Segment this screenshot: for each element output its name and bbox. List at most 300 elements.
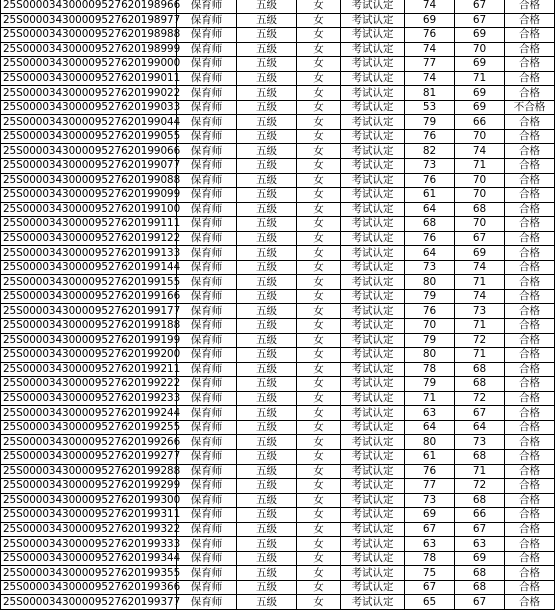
skill-score-cell: 68 [455,566,505,581]
table-row [1,188,555,203]
level-cell: 五级 [237,580,297,595]
gender-cell: 女 [297,479,341,494]
method-cell: 考试认定 [341,188,405,203]
skill-score-cell: 69 [455,28,505,43]
method-cell: 考试认定 [341,231,405,246]
method-cell: 考试认定 [341,319,405,334]
skill-score-cell: 67 [455,406,505,421]
skill-score-cell: 70 [455,129,505,144]
gender-cell: 女 [297,551,341,566]
theory-score-cell: 74 [405,0,455,13]
theory-score-cell: 78 [405,362,455,377]
skill-score-cell: 72 [455,333,505,348]
theory-score-cell: 70 [405,319,455,334]
occupation-cell: 保育师 [177,391,237,406]
level-cell: 五级 [237,246,297,261]
table-row [1,289,555,304]
level-cell: 五级 [237,42,297,57]
result-cell: 合格 [505,566,555,581]
gender-cell: 女 [297,86,341,101]
method-cell: 考试认定 [341,13,405,28]
occupation-cell: 保育师 [177,508,237,523]
certificate-id-cell: 25S000034300009527620199299 [1,479,177,494]
method-cell: 考试认定 [341,479,405,494]
theory-score-cell: 76 [405,231,455,246]
occupation-cell: 保育师 [177,566,237,581]
gender-cell: 女 [297,0,341,13]
gender-cell: 女 [297,260,341,275]
certificate-id-cell: 25S000034300009527620199200 [1,348,177,363]
skill-score-cell: 73 [455,304,505,319]
result-cell: 合格 [505,391,555,406]
certificate-id-cell: 25S000034300009527620199011 [1,71,177,86]
method-cell: 考试认定 [341,173,405,188]
method-cell: 考试认定 [341,551,405,566]
certificate-id-cell: 25S000034300009527620199288 [1,464,177,479]
occupation-cell: 保育师 [177,159,237,174]
skill-score-cell: 71 [455,464,505,479]
theory-score-cell: 64 [405,246,455,261]
certificate-id-cell: 25S000034300009527620199033 [1,100,177,115]
skill-score-cell: 69 [455,57,505,72]
table-row [1,406,555,421]
occupation-cell: 保育师 [177,420,237,435]
skill-score-cell: 71 [455,319,505,334]
occupation-cell: 保育师 [177,304,237,319]
level-cell: 五级 [237,202,297,217]
table-row [1,13,555,28]
skill-score-cell: 68 [455,580,505,595]
skill-score-cell: 68 [455,449,505,464]
level-cell: 五级 [237,420,297,435]
skill-score-cell: 74 [455,289,505,304]
method-cell: 考试认定 [341,42,405,57]
table-row [1,493,555,508]
certificate-id-cell: 25S000034300009527620199122 [1,231,177,246]
method-cell: 考试认定 [341,304,405,319]
method-cell: 考试认定 [341,217,405,232]
level-cell: 五级 [237,362,297,377]
occupation-cell: 保育师 [177,246,237,261]
gender-cell: 女 [297,348,341,363]
level-cell: 五级 [237,86,297,101]
gender-cell: 女 [297,406,341,421]
theory-score-cell: 76 [405,464,455,479]
occupation-cell: 保育师 [177,260,237,275]
occupation-cell: 保育师 [177,595,237,610]
method-cell: 考试认定 [341,406,405,421]
result-cell: 合格 [505,522,555,537]
occupation-cell: 保育师 [177,144,237,159]
occupation-cell: 保育师 [177,580,237,595]
method-cell: 考试认定 [341,420,405,435]
result-cell: 合格 [505,42,555,57]
certificate-id-cell: 25S000034300009527620199233 [1,391,177,406]
table-row [1,144,555,159]
result-cell: 合格 [505,537,555,552]
skill-score-cell: 66 [455,508,505,523]
occupation-cell: 保育师 [177,0,237,13]
gender-cell: 女 [297,522,341,537]
table-row [1,551,555,566]
table-row [1,71,555,86]
table-row [1,42,555,57]
certificate-id-cell: 25S000034300009527620199255 [1,420,177,435]
result-cell: 合格 [505,362,555,377]
gender-cell: 女 [297,420,341,435]
gender-cell: 女 [297,159,341,174]
certificate-id-cell: 25S000034300009527620199144 [1,260,177,275]
level-cell: 五级 [237,275,297,290]
result-cell: 合格 [505,319,555,334]
gender-cell: 女 [297,57,341,72]
result-cell: 合格 [505,246,555,261]
level-cell: 五级 [237,333,297,348]
gender-cell: 女 [297,173,341,188]
theory-score-cell: 53 [405,100,455,115]
level-cell: 五级 [237,57,297,72]
theory-score-cell: 69 [405,508,455,523]
method-cell: 考试认定 [341,391,405,406]
level-cell: 五级 [237,406,297,421]
level-cell: 五级 [237,115,297,130]
result-cell: 合格 [505,0,555,13]
table-row [1,595,555,610]
certificate-id-cell: 25S000034300009527620199088 [1,173,177,188]
table-row [1,537,555,552]
certificate-id-cell: 25S000034300009527620199277 [1,449,177,464]
result-cell: 合格 [505,333,555,348]
result-cell: 合格 [505,260,555,275]
skill-score-cell: 67 [455,231,505,246]
level-cell: 五级 [237,217,297,232]
level-cell: 五级 [237,159,297,174]
theory-score-cell: 76 [405,304,455,319]
table-row [1,28,555,43]
table-row [1,479,555,494]
level-cell: 五级 [237,173,297,188]
method-cell: 考试认定 [341,435,405,450]
result-cell: 合格 [505,420,555,435]
theory-score-cell: 69 [405,13,455,28]
table-row [1,275,555,290]
theory-score-cell: 79 [405,115,455,130]
method-cell: 考试认定 [341,0,405,13]
gender-cell: 女 [297,100,341,115]
skill-score-cell: 63 [455,537,505,552]
level-cell: 五级 [237,100,297,115]
skill-score-cell: 66 [455,115,505,130]
result-cell: 合格 [505,13,555,28]
theory-score-cell: 77 [405,479,455,494]
level-cell: 五级 [237,144,297,159]
certificate-id-cell: 25S000034300009527620199044 [1,115,177,130]
table-row [1,566,555,581]
certificate-id-cell: 25S000034300009527620199022 [1,86,177,101]
method-cell: 考试认定 [341,57,405,72]
table-row [1,0,555,13]
theory-score-cell: 81 [405,86,455,101]
theory-score-cell: 79 [405,289,455,304]
result-cell: 合格 [505,202,555,217]
method-cell: 考试认定 [341,449,405,464]
result-cell: 合格 [505,71,555,86]
level-cell: 五级 [237,319,297,334]
skill-score-cell: 68 [455,493,505,508]
theory-score-cell: 74 [405,71,455,86]
gender-cell: 女 [297,377,341,392]
skill-score-cell: 64 [455,420,505,435]
theory-score-cell: 74 [405,42,455,57]
theory-score-cell: 64 [405,420,455,435]
occupation-cell: 保育师 [177,57,237,72]
skill-score-cell: 72 [455,479,505,494]
occupation-cell: 保育师 [177,435,237,450]
result-cell: 合格 [505,508,555,523]
occupation-cell: 保育师 [177,129,237,144]
result-cell: 合格 [505,115,555,130]
result-cell: 不合格 [505,100,555,115]
skill-score-cell: 67 [455,13,505,28]
occupation-cell: 保育师 [177,100,237,115]
result-cell: 合格 [505,377,555,392]
occupation-cell: 保育师 [177,217,237,232]
occupation-cell: 保育师 [177,86,237,101]
table-row [1,217,555,232]
method-cell: 考试认定 [341,159,405,174]
theory-score-cell: 75 [405,566,455,581]
skill-score-cell: 67 [455,522,505,537]
gender-cell: 女 [297,566,341,581]
result-cell: 合格 [505,129,555,144]
certificate-id-cell: 25S000034300009527620199211 [1,362,177,377]
level-cell: 五级 [237,435,297,450]
table-row [1,362,555,377]
occupation-cell: 保育师 [177,289,237,304]
certificate-id-cell: 25S000034300009527620198999 [1,42,177,57]
table-row [1,391,555,406]
occupation-cell: 保育师 [177,42,237,57]
gender-cell: 女 [297,289,341,304]
table-row [1,231,555,246]
certificate-id-cell: 25S000034300009527620199222 [1,377,177,392]
table-row [1,100,555,115]
table-row [1,464,555,479]
occupation-cell: 保育师 [177,202,237,217]
skill-score-cell: 67 [455,595,505,610]
table-row [1,449,555,464]
result-cell: 合格 [505,348,555,363]
gender-cell: 女 [297,449,341,464]
certificate-id-cell: 25S000034300009527620199000 [1,57,177,72]
certificate-id-cell: 25S000034300009527620199055 [1,129,177,144]
certificate-id-cell: 25S000034300009527620199133 [1,246,177,261]
method-cell: 考试认定 [341,493,405,508]
certificate-id-cell: 25S000034300009527620199244 [1,406,177,421]
gender-cell: 女 [297,391,341,406]
theory-score-cell: 80 [405,435,455,450]
method-cell: 考试认定 [341,144,405,159]
gender-cell: 女 [297,28,341,43]
certificate-id-cell: 25S000034300009527620199099 [1,188,177,203]
method-cell: 考试认定 [341,246,405,261]
gender-cell: 女 [297,508,341,523]
certificate-id-cell: 25S000034300009527620199366 [1,580,177,595]
result-cell: 合格 [505,449,555,464]
occupation-cell: 保育师 [177,449,237,464]
result-cell: 合格 [505,275,555,290]
table-row [1,57,555,72]
skill-score-cell: 71 [455,348,505,363]
method-cell: 考试认定 [341,71,405,86]
table-row [1,522,555,537]
level-cell: 五级 [237,595,297,610]
level-cell: 五级 [237,551,297,566]
theory-score-cell: 67 [405,580,455,595]
level-cell: 五级 [237,377,297,392]
table-row [1,333,555,348]
table-row [1,246,555,261]
method-cell: 考试认定 [341,508,405,523]
gender-cell: 女 [297,319,341,334]
certificate-id-cell: 25S000034300009527620199199 [1,333,177,348]
result-cell: 合格 [505,57,555,72]
table-row [1,115,555,130]
table-row [1,319,555,334]
table-row [1,348,555,363]
certificate-id-cell: 25S000034300009527620199344 [1,551,177,566]
level-cell: 五级 [237,13,297,28]
occupation-cell: 保育师 [177,348,237,363]
method-cell: 考试认定 [341,202,405,217]
table-row [1,129,555,144]
occupation-cell: 保育师 [177,479,237,494]
skill-score-cell: 73 [455,435,505,450]
level-cell: 五级 [237,260,297,275]
skill-score-cell: 71 [455,159,505,174]
occupation-cell: 保育师 [177,406,237,421]
result-cell: 合格 [505,551,555,566]
certificate-id-cell: 25S000034300009527620199166 [1,289,177,304]
table-row [1,435,555,450]
gender-cell: 女 [297,362,341,377]
theory-score-cell: 67 [405,522,455,537]
level-cell: 五级 [237,464,297,479]
certificate-id-cell: 25S000034300009527620199355 [1,566,177,581]
method-cell: 考试认定 [341,362,405,377]
level-cell: 五级 [237,28,297,43]
level-cell: 五级 [237,493,297,508]
gender-cell: 女 [297,202,341,217]
gender-cell: 女 [297,217,341,232]
method-cell: 考试认定 [341,28,405,43]
gender-cell: 女 [297,13,341,28]
theory-score-cell: 77 [405,57,455,72]
theory-score-cell: 63 [405,406,455,421]
table-row [1,86,555,101]
method-cell: 考试认定 [341,537,405,552]
result-cell: 合格 [505,406,555,421]
theory-score-cell: 73 [405,260,455,275]
table-row [1,173,555,188]
certificate-id-cell: 25S000034300009527620199300 [1,493,177,508]
gender-cell: 女 [297,275,341,290]
gender-cell: 女 [297,304,341,319]
gender-cell: 女 [297,333,341,348]
skill-score-cell: 71 [455,71,505,86]
occupation-cell: 保育师 [177,231,237,246]
method-cell: 考试认定 [341,464,405,479]
gender-cell: 女 [297,537,341,552]
skill-score-cell: 71 [455,275,505,290]
theory-score-cell: 73 [405,493,455,508]
gender-cell: 女 [297,115,341,130]
occupation-cell: 保育师 [177,377,237,392]
theory-score-cell: 61 [405,449,455,464]
table-row [1,159,555,174]
level-cell: 五级 [237,348,297,363]
theory-score-cell: 79 [405,333,455,348]
level-cell: 五级 [237,522,297,537]
table-row [1,420,555,435]
level-cell: 五级 [237,479,297,494]
certificate-id-cell: 25S000034300009527620199177 [1,304,177,319]
method-cell: 考试认定 [341,115,405,130]
skill-score-cell: 70 [455,217,505,232]
level-cell: 五级 [237,71,297,86]
method-cell: 考试认定 [341,86,405,101]
certificate-id-cell: 25S000034300009527620199066 [1,144,177,159]
certificate-id-cell: 25S000034300009527620199077 [1,159,177,174]
result-cell: 合格 [505,464,555,479]
skill-score-cell: 69 [455,86,505,101]
level-cell: 五级 [237,129,297,144]
occupation-cell: 保育师 [177,551,237,566]
occupation-cell: 保育师 [177,537,237,552]
table-row [1,508,555,523]
skill-score-cell: 68 [455,377,505,392]
gender-cell: 女 [297,188,341,203]
level-cell: 五级 [237,231,297,246]
theory-score-cell: 79 [405,377,455,392]
result-cell: 合格 [505,580,555,595]
occupation-cell: 保育师 [177,115,237,130]
table-row [1,202,555,217]
skill-score-cell: 69 [455,246,505,261]
method-cell: 考试认定 [341,595,405,610]
skill-score-cell: 70 [455,173,505,188]
gender-cell: 女 [297,595,341,610]
result-cell: 合格 [505,217,555,232]
level-cell: 五级 [237,304,297,319]
method-cell: 考试认定 [341,129,405,144]
certificate-id-cell: 25S000034300009527620199188 [1,319,177,334]
occupation-cell: 保育师 [177,522,237,537]
result-cell: 合格 [505,188,555,203]
certificate-id-cell: 25S000034300009527620199155 [1,275,177,290]
theory-score-cell: 80 [405,348,455,363]
skill-score-cell: 69 [455,551,505,566]
table-row [1,377,555,392]
theory-score-cell: 65 [405,595,455,610]
certificate-id-cell: 25S000034300009527620199100 [1,202,177,217]
method-cell: 考试认定 [341,566,405,581]
theory-score-cell: 76 [405,28,455,43]
level-cell: 五级 [237,0,297,13]
method-cell: 考试认定 [341,333,405,348]
skill-score-cell: 70 [455,42,505,57]
occupation-cell: 保育师 [177,319,237,334]
